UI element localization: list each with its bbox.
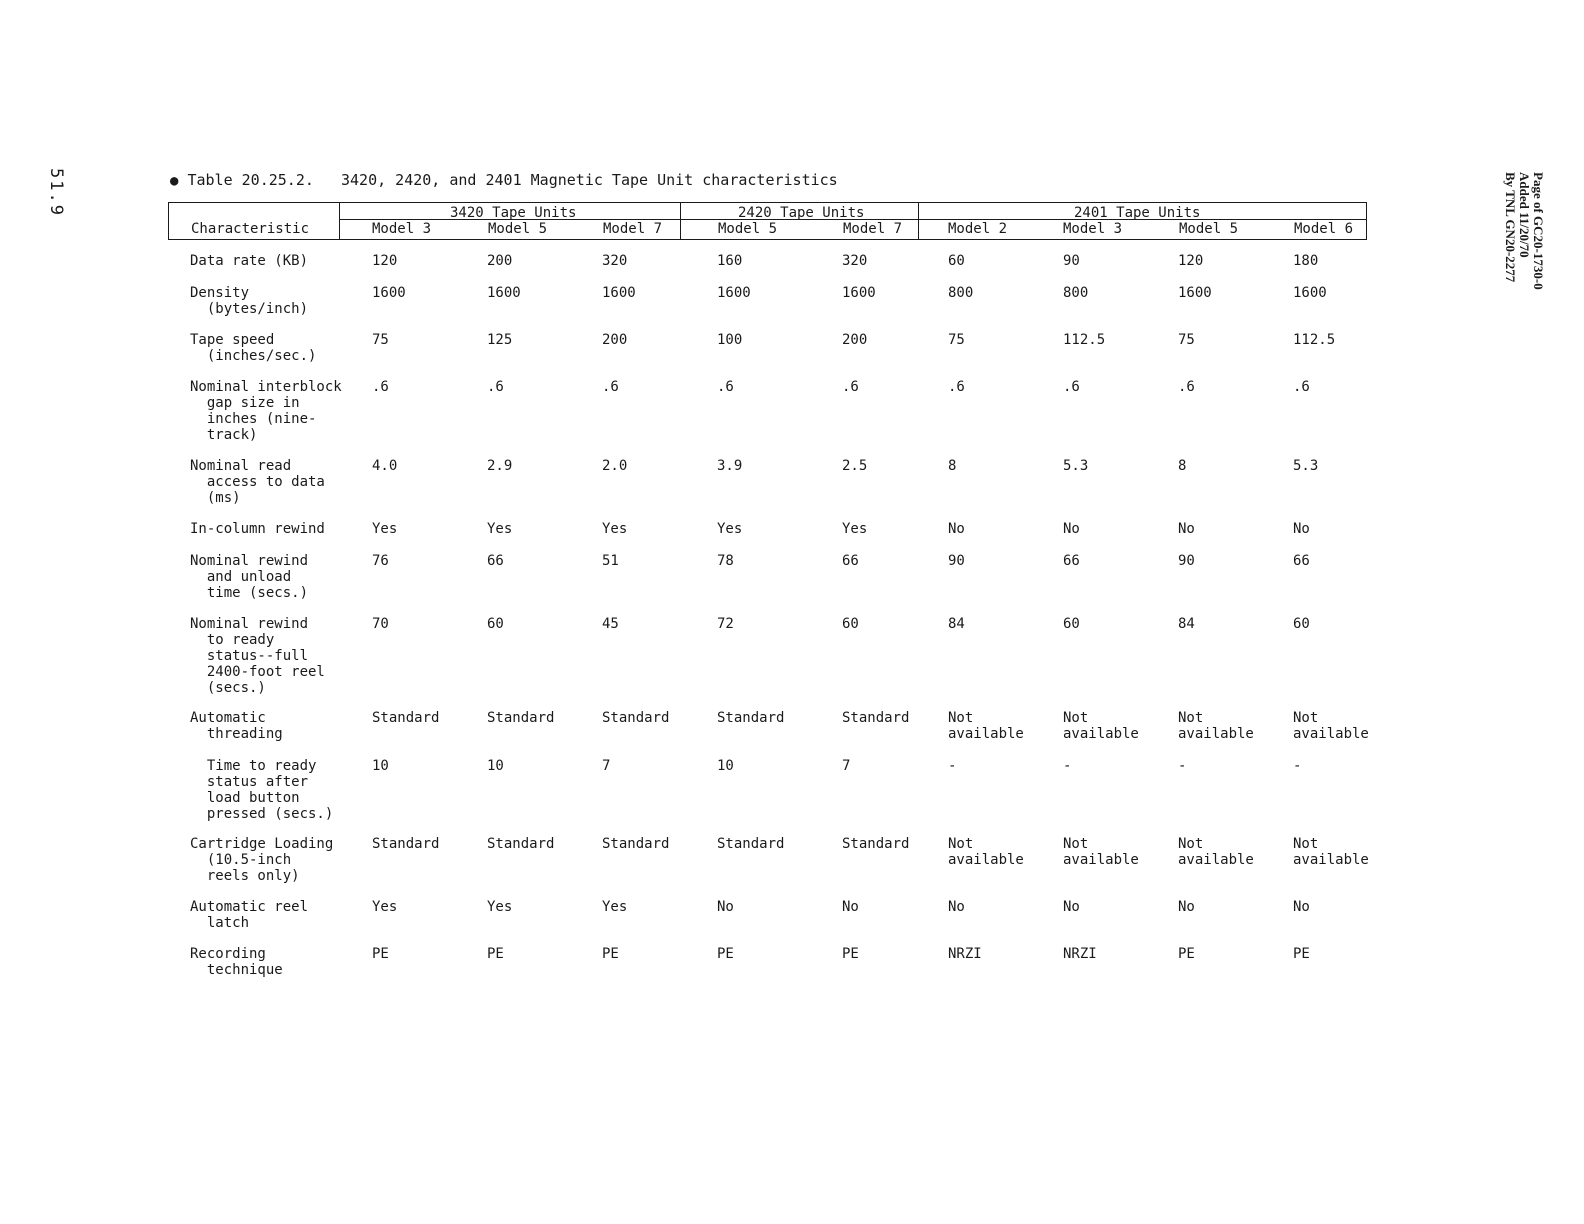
revision-note-line: By TNL GN20-2277 xyxy=(1503,172,1518,283)
table-cell: Standard xyxy=(487,836,555,852)
table-cell: NRZI xyxy=(948,946,982,962)
table-cell: .6 xyxy=(602,379,619,395)
table-cell: 66 xyxy=(1293,553,1310,569)
table-cell: 7 xyxy=(842,758,851,774)
group-header: 3420 Tape Units xyxy=(450,205,577,221)
table-cell: Not available xyxy=(948,710,1024,742)
table-cell: 800 xyxy=(948,285,974,301)
row-label: Nominal rewind to ready status--full 2400-foot reel (secs.) xyxy=(190,616,325,696)
table-cell: Standard xyxy=(602,836,670,852)
table-cell: 90 xyxy=(1063,253,1080,269)
table-cell: Yes xyxy=(372,521,398,537)
column-header-model: Model 5 xyxy=(1179,221,1239,237)
table-cell: 60 xyxy=(487,616,504,632)
table-cell: .6 xyxy=(487,379,504,395)
table-cell: - xyxy=(1063,758,1072,774)
column-header-model: Model 3 xyxy=(372,221,432,237)
table-cell: 90 xyxy=(1178,553,1195,569)
group-header: 2401 Tape Units xyxy=(1074,205,1201,221)
table-cell: Standard xyxy=(717,836,785,852)
table-cell: 8 xyxy=(1178,458,1187,474)
table-cell: .6 xyxy=(1063,379,1080,395)
table-number: Table 20.25.2. xyxy=(187,171,314,189)
table-cell: PE xyxy=(372,946,389,962)
table-cell: 66 xyxy=(487,553,504,569)
table-cell: 160 xyxy=(717,253,743,269)
table-cell: 3.9 xyxy=(717,458,743,474)
table-cell: PE xyxy=(717,946,734,962)
table-cell: No xyxy=(948,899,965,915)
table-cell: No xyxy=(1293,899,1310,915)
column-header-model: Model 7 xyxy=(603,221,663,237)
table-cell: No xyxy=(1063,899,1080,915)
table-cell: .6 xyxy=(372,379,389,395)
row-label: Density (bytes/inch) xyxy=(190,285,309,317)
table-cell: 200 xyxy=(487,253,513,269)
table-cell: Not available xyxy=(1063,710,1139,742)
table-cell: Yes xyxy=(372,899,398,915)
table-cell: No xyxy=(717,899,734,915)
table-cell: 84 xyxy=(948,616,965,632)
header-divider xyxy=(339,202,340,240)
table-cell: No xyxy=(1178,521,1195,537)
table-cell: PE xyxy=(842,946,859,962)
table-cell: 8 xyxy=(948,458,957,474)
table-cell: Yes xyxy=(487,521,513,537)
table-cell: 200 xyxy=(842,332,868,348)
table-cell: 1600 xyxy=(717,285,751,301)
table-cell: 60 xyxy=(948,253,965,269)
table-cell: 75 xyxy=(372,332,389,348)
column-header-model: Model 5 xyxy=(488,221,548,237)
table-cell: 320 xyxy=(602,253,628,269)
row-label: Time to ready status after load button pressed (secs.) xyxy=(206,758,334,822)
table-cell: 125 xyxy=(487,332,513,348)
row-label: Automatic reel latch xyxy=(190,899,309,931)
table-cell: Standard xyxy=(372,710,440,726)
table-cell: Standard xyxy=(487,710,555,726)
column-header-model: Model 6 xyxy=(1294,221,1354,237)
table-cell: - xyxy=(1178,758,1187,774)
table-cell: Yes xyxy=(487,899,513,915)
table-cell: Yes xyxy=(602,899,628,915)
table-cell: PE xyxy=(1293,946,1310,962)
table-cell: 51 xyxy=(602,553,619,569)
table-cell: PE xyxy=(602,946,619,962)
table-cell: 7 xyxy=(602,758,611,774)
table-cell: 1600 xyxy=(602,285,636,301)
table-cell: Not available xyxy=(1178,836,1254,868)
table-cell: 60 xyxy=(842,616,859,632)
table-cell: 2.9 xyxy=(487,458,513,474)
table-cell: - xyxy=(1293,758,1302,774)
table-cell: Yes xyxy=(842,521,868,537)
table-cell: 1600 xyxy=(372,285,406,301)
header-divider xyxy=(918,202,919,240)
table-cell: 4.0 xyxy=(372,458,398,474)
table-cell: No xyxy=(842,899,859,915)
table-cell: - xyxy=(948,758,957,774)
revision-note xyxy=(1503,172,1545,290)
header-divider xyxy=(680,202,681,240)
table-cell: 5.3 xyxy=(1293,458,1319,474)
table-cell: .6 xyxy=(1178,379,1195,395)
table-cell: No xyxy=(1063,521,1080,537)
table-cell: 84 xyxy=(1178,616,1195,632)
table-cell: .6 xyxy=(717,379,734,395)
table-cell: 800 xyxy=(1063,285,1089,301)
table-cell: Standard xyxy=(602,710,670,726)
table-cell: 90 xyxy=(948,553,965,569)
table-cell: Standard xyxy=(842,836,910,852)
table-cell: No xyxy=(1178,899,1195,915)
table-cell: 1600 xyxy=(842,285,876,301)
table-cell: PE xyxy=(487,946,504,962)
table-cell: Standard xyxy=(842,710,910,726)
table-cell: 120 xyxy=(1178,253,1204,269)
table-cell: 320 xyxy=(842,253,868,269)
table-cell: 1600 xyxy=(1293,285,1327,301)
bullet-icon: ● xyxy=(170,173,179,189)
row-label: Recording technique xyxy=(190,946,283,978)
table-cell: 10 xyxy=(717,758,734,774)
table-cell: 45 xyxy=(602,616,619,632)
row-label: Automatic threading xyxy=(190,710,283,742)
table-cell: Not available xyxy=(1178,710,1254,742)
table-cell: 1600 xyxy=(487,285,521,301)
table-cell: Not available xyxy=(1293,836,1369,868)
table-cell: 76 xyxy=(372,553,389,569)
table-cell: .6 xyxy=(1293,379,1310,395)
table-cell: 60 xyxy=(1293,616,1310,632)
table-cell: Yes xyxy=(717,521,743,537)
table-cell: Not available xyxy=(948,836,1024,868)
column-header-characteristic: Characteristic xyxy=(191,221,310,237)
table-cell: Not available xyxy=(1293,710,1369,742)
table-cell: No xyxy=(948,521,965,537)
table-cell: 112.5 xyxy=(1063,332,1106,348)
page-number: 51.9 xyxy=(46,168,66,217)
table-cell: 1600 xyxy=(1178,285,1212,301)
revision-note-line: Page of GC20-1730-0 xyxy=(1531,172,1546,290)
table-cell: 100 xyxy=(717,332,743,348)
table-cell: 180 xyxy=(1293,253,1319,269)
table-cell: 112.5 xyxy=(1293,332,1336,348)
table-title: 3420, 2420, and 2401 Magnetic Tape Unit characteristics xyxy=(341,171,838,189)
table-cell: Standard xyxy=(372,836,440,852)
table-cell: 78 xyxy=(717,553,734,569)
row-label: In-column rewind xyxy=(190,521,325,537)
group-header: 2420 Tape Units xyxy=(738,205,865,221)
table-cell: 2.5 xyxy=(842,458,868,474)
table-cell: Yes xyxy=(602,521,628,537)
table-cell: 5.3 xyxy=(1063,458,1089,474)
revision-note-line: Added 11/20/70 xyxy=(1517,172,1532,258)
table-cell: 120 xyxy=(372,253,398,269)
table-cell: .6 xyxy=(842,379,859,395)
table-cell: NRZI xyxy=(1063,946,1097,962)
row-label: Nominal rewind and unload time (secs.) xyxy=(190,553,309,601)
row-label: Tape speed (inches/sec.) xyxy=(190,332,317,364)
column-header-model: Model 5 xyxy=(718,221,778,237)
table-cell: 72 xyxy=(717,616,734,632)
table-cell: No xyxy=(1293,521,1310,537)
table-cell: 66 xyxy=(1063,553,1080,569)
table-cell: PE xyxy=(1178,946,1195,962)
table-cell: Not available xyxy=(1063,836,1139,868)
row-label: Nominal interblock gap size in inches (nine- track) xyxy=(190,379,342,443)
table-cell: 2.0 xyxy=(602,458,628,474)
row-label: Nominal read access to data (ms) xyxy=(190,458,325,506)
table-cell: 60 xyxy=(1063,616,1080,632)
table-cell: 70 xyxy=(372,616,389,632)
table-cell: 200 xyxy=(602,332,628,348)
row-label: Cartridge Loading (10.5-inch reels only) xyxy=(190,836,334,884)
row-label: Data rate (KB) xyxy=(190,253,309,269)
table-cell: Standard xyxy=(717,710,785,726)
column-header-model: Model 7 xyxy=(843,221,903,237)
table-cell: 75 xyxy=(1178,332,1195,348)
table-cell: 66 xyxy=(842,553,859,569)
column-header-model: Model 2 xyxy=(948,221,1008,237)
table-caption xyxy=(170,172,838,189)
table-cell: 10 xyxy=(487,758,504,774)
table-cell: 10 xyxy=(372,758,389,774)
table-cell: 75 xyxy=(948,332,965,348)
column-header-model: Model 3 xyxy=(1063,221,1123,237)
table-cell: .6 xyxy=(948,379,965,395)
